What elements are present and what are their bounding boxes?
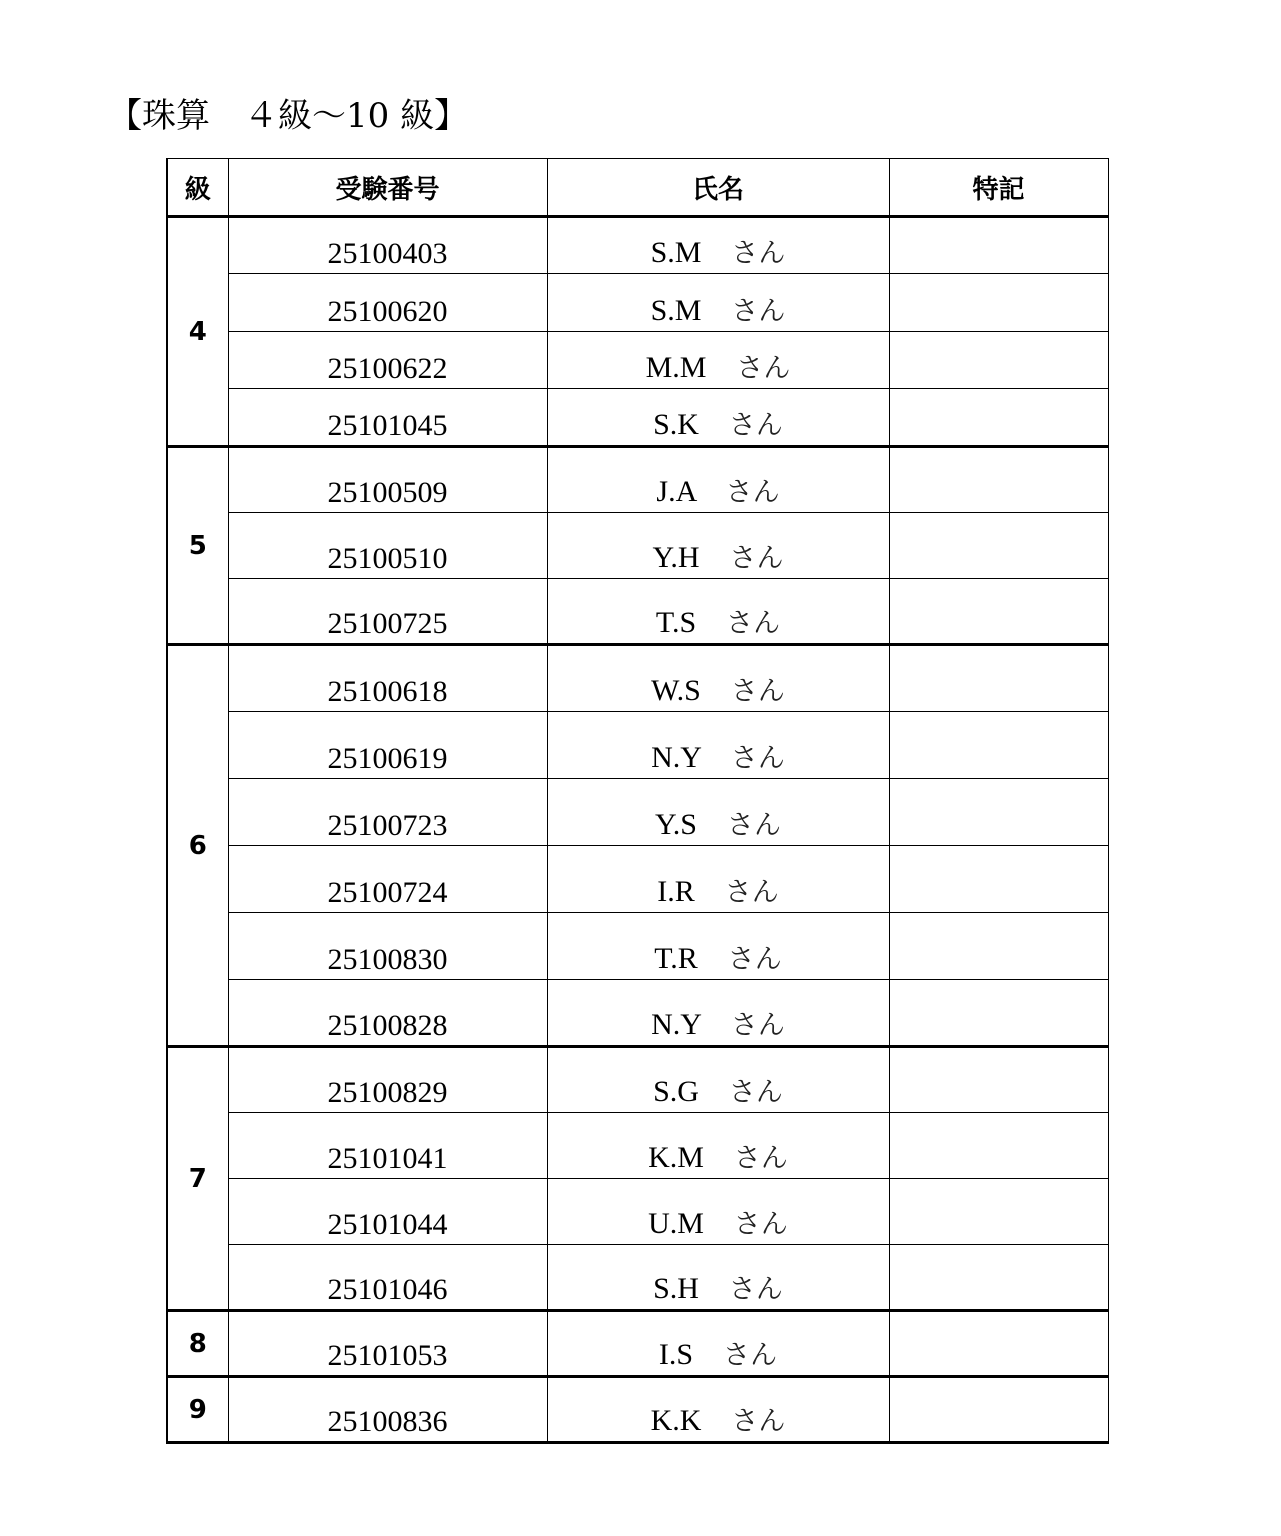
honorific: さん — [731, 1406, 786, 1437]
note-cell — [889, 1311, 1108, 1377]
name-cell — [547, 1179, 889, 1245]
name-cell — [547, 1311, 889, 1377]
initials: S.G — [653, 1075, 699, 1108]
name-cell — [547, 712, 889, 779]
name-cell — [547, 1377, 889, 1443]
exam-number-cell: 25101041 — [228, 1113, 547, 1179]
honorific: さん — [726, 810, 781, 841]
table-row — [167, 645, 1108, 712]
name-cell — [547, 332, 889, 389]
initials: T.R — [654, 942, 698, 975]
note-cell — [889, 1179, 1108, 1245]
grade-cell: 4 — [167, 217, 228, 447]
exam-number-cell: 25101044 — [228, 1179, 547, 1245]
name-cell — [547, 217, 889, 274]
honorific: さん — [731, 238, 786, 269]
name-cell — [547, 1113, 889, 1179]
table-row — [167, 389, 1108, 447]
exam-number-cell: 25100836 — [228, 1377, 547, 1443]
name-cell — [547, 447, 889, 513]
name-cell — [547, 913, 889, 980]
note-cell — [889, 1377, 1108, 1443]
note-cell — [889, 447, 1108, 513]
honorific: さん — [733, 1143, 788, 1174]
note-cell — [889, 1245, 1108, 1311]
exam-number-cell: 25100510 — [228, 513, 547, 579]
honorific: さん — [725, 477, 780, 508]
table-row — [167, 980, 1108, 1047]
exam-number-cell: 25101045 — [228, 389, 547, 447]
note-cell — [889, 389, 1108, 447]
table-row — [167, 447, 1108, 513]
exam-number-cell: 25101053 — [228, 1311, 547, 1377]
honorific: さん — [726, 608, 781, 639]
exam-number-cell: 25100509 — [228, 447, 547, 513]
honorific: さん — [727, 944, 782, 975]
grade-cell: 7 — [167, 1047, 228, 1311]
initials: N.Y — [651, 741, 701, 774]
exam-number-cell: 25100724 — [228, 846, 547, 913]
table-row — [167, 712, 1108, 779]
table-row — [167, 579, 1108, 645]
name-cell — [547, 513, 889, 579]
grade-cell: 9 — [167, 1377, 228, 1443]
table-row — [167, 913, 1108, 980]
grade-cell: 5 — [167, 447, 228, 645]
note-cell — [889, 579, 1108, 645]
initials: I.S — [658, 1338, 694, 1371]
honorific: さん — [731, 296, 786, 327]
note-cell — [889, 645, 1108, 712]
honorific: さん — [730, 743, 785, 774]
initials: Y.H — [652, 541, 700, 574]
honorific: さん — [728, 1077, 783, 1108]
table-body — [167, 217, 1108, 1443]
header-name: 氏名 — [547, 159, 889, 217]
name-cell — [547, 779, 889, 846]
honorific: さん — [730, 1010, 785, 1041]
table-row — [167, 1047, 1108, 1113]
initials: M.M — [645, 351, 707, 384]
exam-number-cell: 25100723 — [228, 779, 547, 846]
exam-number-cell: 25101046 — [228, 1245, 547, 1311]
name-cell — [547, 579, 889, 645]
exam-number-cell: 25100620 — [228, 274, 547, 332]
header-note: 特記 — [889, 159, 1108, 217]
header-grade: 級 — [167, 159, 228, 217]
initials: K.K — [650, 1404, 702, 1437]
results-table — [166, 158, 1109, 1444]
name-cell — [547, 1245, 889, 1311]
initials: U.M — [648, 1207, 704, 1240]
honorific: さん — [729, 543, 784, 574]
honorific: さん — [724, 877, 779, 908]
exam-number-cell: 25100725 — [228, 579, 547, 645]
table-row — [167, 274, 1108, 332]
initials: S.K — [653, 408, 699, 441]
exam-number-cell: 25100618 — [228, 645, 547, 712]
note-cell — [889, 217, 1108, 274]
header-exam-number: 受験番号 — [228, 159, 547, 217]
page-title: 【珠算 ４級～10 級】 — [108, 96, 469, 136]
note-cell — [889, 274, 1108, 332]
note-cell — [889, 1113, 1108, 1179]
table-row — [167, 779, 1108, 846]
grade-cell: 6 — [167, 645, 228, 1047]
name-cell — [547, 846, 889, 913]
initials: T.S — [655, 606, 697, 639]
table-row — [167, 1245, 1108, 1311]
honorific: さん — [728, 410, 783, 441]
name-cell — [547, 645, 889, 712]
honorific: さん — [728, 1274, 783, 1305]
table-row — [167, 217, 1108, 274]
header-row — [167, 159, 1108, 217]
honorific: さん — [736, 353, 791, 384]
honorific: さん — [723, 1340, 778, 1371]
honorific: さん — [733, 1209, 788, 1240]
note-cell — [889, 980, 1108, 1047]
honorific: さん — [730, 676, 785, 707]
initials: N.Y — [651, 1008, 701, 1041]
table-row — [167, 1179, 1108, 1245]
grade-cell: 8 — [167, 1311, 228, 1377]
initials: S.M — [650, 236, 702, 269]
note-cell — [889, 332, 1108, 389]
exam-number-cell: 25100830 — [228, 913, 547, 980]
exam-number-cell: 25100619 — [228, 712, 547, 779]
table-row — [167, 846, 1108, 913]
note-cell — [889, 846, 1108, 913]
table-row — [167, 1113, 1108, 1179]
exam-number-cell: 25100622 — [228, 332, 547, 389]
note-cell — [889, 513, 1108, 579]
table-row — [167, 513, 1108, 579]
note-cell — [889, 712, 1108, 779]
name-cell — [547, 980, 889, 1047]
note-cell — [889, 779, 1108, 846]
initials: K.M — [648, 1141, 704, 1174]
table-row — [167, 1377, 1108, 1443]
name-cell — [547, 274, 889, 332]
table-row — [167, 1311, 1108, 1377]
note-cell — [889, 1047, 1108, 1113]
exam-number-cell: 25100403 — [228, 217, 547, 274]
initials: S.M — [650, 294, 702, 327]
initials: W.S — [651, 674, 701, 707]
initials: J.A — [656, 475, 696, 508]
initials: I.R — [657, 875, 695, 908]
note-cell — [889, 913, 1108, 980]
initials: Y.S — [655, 808, 697, 841]
table-row — [167, 332, 1108, 389]
name-cell — [547, 389, 889, 447]
name-cell — [547, 1047, 889, 1113]
exam-number-cell: 25100828 — [228, 980, 547, 1047]
exam-number-cell: 25100829 — [228, 1047, 547, 1113]
initials: S.H — [653, 1272, 699, 1305]
